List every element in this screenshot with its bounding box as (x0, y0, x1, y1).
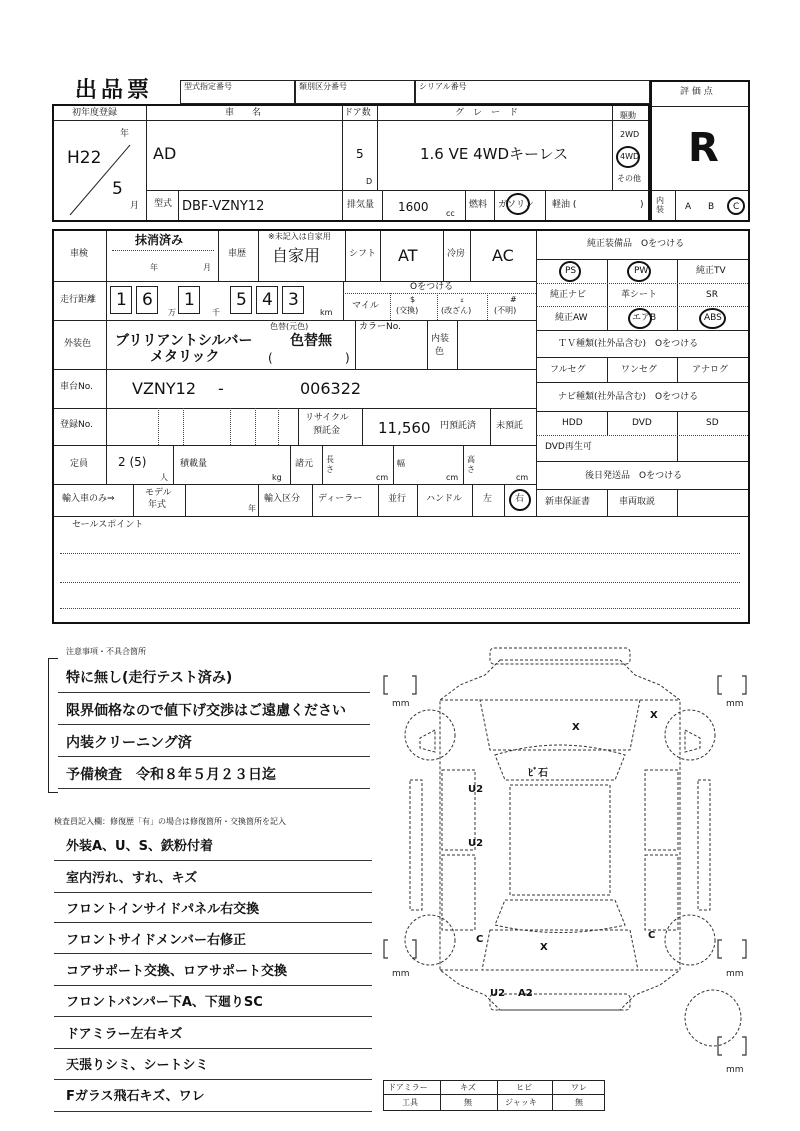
equip-airbag-circle (628, 308, 652, 329)
color-name-2: メタリック (150, 349, 220, 365)
color-change-value: 色替無 (290, 333, 332, 349)
carname-value: AD (153, 144, 177, 163)
equip-ps-circle (559, 261, 581, 282)
equip-airbag: エアB (632, 313, 657, 323)
color-paren-open: ( (268, 351, 273, 365)
import-class-label: 輸入区分 (264, 494, 301, 504)
inspector-line-8: 天張りシミ、シートシミ (66, 1058, 209, 1073)
spec-no-label: 型式指定番号 (184, 82, 232, 91)
history-note: ※未記入は自家用 (268, 232, 331, 241)
mileage-opt2-symbol: ｪ (460, 295, 464, 304)
fuel-label: 燃料 (469, 200, 488, 210)
height-label: 高さ (467, 455, 475, 474)
mileage-sen: 千 (212, 308, 220, 317)
disp-unit: cc (446, 209, 455, 218)
drive-4wd-circle (616, 146, 640, 168)
handle-right-circle (509, 489, 531, 511)
model-year-label-b: 年式 (148, 500, 167, 510)
chassis-prefix: VZNY12 (132, 379, 197, 398)
history-label: 車歴 (228, 249, 247, 259)
import-dealer: ディーラー (318, 494, 363, 504)
drive-other: その他 (617, 174, 641, 183)
equip-ps: PS (565, 266, 577, 276)
reg-era: H22 (67, 148, 102, 168)
doors-suffix: D (366, 177, 373, 186)
mileage-digit-2: 6 (142, 290, 153, 310)
fuel-diesel: 軽油 ( (552, 200, 577, 210)
fuel-close: ) (640, 200, 644, 210)
handle-label: ハンドル (426, 494, 463, 504)
disp-label: 排気量 (347, 200, 375, 210)
inspector-line-7: ドアミラー左右キズ (66, 1027, 183, 1042)
legend-v3: ジャッキ (505, 1098, 537, 1107)
equip-pw: PW (634, 266, 649, 276)
model-year-unit: 年 (248, 504, 256, 513)
fuel-gasoline: ガソリン (498, 200, 535, 210)
drive-4wd: 4WD (620, 152, 640, 161)
mark-hood-x: X (572, 722, 580, 733)
tv-analog: アナログ (692, 365, 729, 375)
inspection-value: 抹消済み (135, 233, 184, 247)
notes-title: 注意事項・不具合箇所 (66, 647, 146, 656)
mileage-digit-4: 5 (236, 290, 247, 310)
model-label: 型式 (154, 199, 173, 209)
recycle-unit: 円預託済 (440, 421, 477, 431)
load-kg: kg (272, 473, 282, 482)
inspector-line-9: Fガラス飛石キズ、ワレ (66, 1089, 205, 1104)
mm-label-rr: mm (726, 969, 744, 979)
serial-no-label: シリアル番号 (419, 82, 467, 91)
inspector-line-5: コアサポート交換、ロアサポート交換 (66, 964, 288, 979)
drive-label: 駆動 (620, 111, 636, 120)
mark-windshield: ﾋﾞ石 (528, 768, 548, 779)
fuel-gasoline-circle (506, 193, 530, 215)
notes-bracket (48, 658, 58, 793)
legend-v2: 無 (464, 1098, 472, 1107)
carname-label: 車 名 (225, 108, 262, 118)
mm-label-spare: mm (726, 1065, 744, 1075)
color-label: 外装色 (64, 339, 92, 349)
handle-right: 右 (515, 494, 525, 504)
mileage-note: Oをつける (410, 282, 454, 292)
note-line-3: 内装クリーニング済 (66, 735, 192, 751)
mark-tailgate-x: X (540, 942, 548, 953)
rating-value: R (688, 125, 719, 171)
ac-value: AC (492, 246, 514, 265)
after-title: 後日発送品 Oをつける (585, 471, 683, 481)
disp-value: 1600 (398, 200, 429, 214)
mileage-opt2-label: (改ざん) (441, 306, 472, 315)
doors-value: 5 (356, 147, 364, 161)
import-parallel: 並行 (388, 494, 407, 504)
year-unit: 年 (120, 129, 130, 139)
len-label: 長さ (326, 455, 334, 474)
model-value: DBF-VZNY12 (182, 199, 265, 214)
chassis-label: 車台No. (60, 382, 93, 392)
equip-navi: 純正ナビ (550, 290, 587, 300)
mileage-man: 万 (168, 308, 176, 317)
width-label: 幅 (397, 459, 405, 468)
capacity-value: 2 (5) (118, 455, 147, 469)
inspection-label: 車検 (70, 249, 89, 259)
int-color-label-b: 色 (435, 347, 445, 357)
interior-label-a: 内装 (656, 196, 664, 214)
reg-label: 初年度登録 (72, 108, 118, 118)
color-paren-close: ) (345, 351, 350, 365)
inspector-line-3: フロントインサイドパネル右交換 (66, 902, 260, 917)
capacity-unit: 人 (160, 473, 168, 482)
inspector-line-2: 室内汚れ、すれ、キズ (66, 871, 198, 886)
mark-door-u2-a: U2 (468, 784, 484, 795)
colorno-label: カラーNo. (359, 322, 401, 332)
mm-label-fr: mm (726, 699, 744, 709)
legend-v4: 無 (575, 1098, 583, 1107)
recycle-label-b: 預託金 (313, 426, 341, 436)
drive-2wd: 2WD (620, 130, 640, 139)
reg-month: 5 (112, 179, 123, 199)
month-unit: 月 (130, 201, 140, 211)
shift-label: シフト (349, 249, 377, 259)
ac-label: 冷房 (447, 249, 466, 259)
mileage-km: km (320, 308, 333, 317)
width-cm: cm (446, 473, 459, 482)
mileage-digit-3: 1 (184, 290, 195, 310)
legend-h3: ヒビ (516, 1083, 532, 1092)
rating-label: 評 価 点 (680, 87, 713, 97)
after-manual: 車両取説 (619, 497, 656, 507)
recycle-unpaid: 未預託 (496, 421, 524, 431)
color-name-1: ブリリアントシルバー (115, 333, 253, 349)
legend-v1: 工具 (402, 1098, 418, 1107)
interior-c: C (733, 202, 740, 212)
mark-rear-c-left: C (476, 934, 484, 945)
shift-value: AT (398, 246, 418, 265)
navi-sd: SD (706, 418, 719, 428)
mileage-opt3-label: (不明) (494, 306, 517, 315)
legend-h2: キズ (460, 1083, 476, 1092)
grade-label: グ レ ー ド (455, 108, 519, 118)
color-change-label: 色替(元色) (270, 322, 309, 331)
page-title: 出品票 (75, 78, 154, 103)
recycle-label-a: リサイクル (305, 413, 349, 423)
load-label: 積載量 (180, 459, 208, 469)
class-no-label: 類別区分番号 (299, 82, 347, 91)
len-cm: cm (376, 473, 389, 482)
inspection-year: 年 (150, 263, 158, 272)
doors-label: ドア数 (344, 108, 371, 118)
mileage-digit-1: 1 (116, 290, 127, 310)
interior-a: A (685, 202, 692, 212)
recycle-value: 11,560 (378, 419, 431, 437)
note-line-1: 特に無し(走行テスト済み) (66, 670, 233, 686)
capacity-label: 定員 (70, 459, 89, 469)
equip-pw-circle (627, 261, 651, 282)
equip-tv: 純正TV (696, 266, 726, 276)
height-cm: cm (516, 473, 529, 482)
note-line-2: 限界価格なので値下げ交渉はご遠慮ください (66, 703, 346, 719)
history-value: 自家用 (272, 246, 321, 265)
mileage-digit-5: 4 (262, 290, 273, 310)
mark-fender-x: X (650, 710, 658, 721)
after-warranty: 新車保証書 (545, 497, 591, 507)
tv-fullseg: フルセグ (550, 365, 586, 375)
tv-title: ＴＶ種類(社外品含む) Oをつける (558, 339, 699, 349)
import-label: 輸入車のみ⇒ (62, 494, 115, 504)
legend-h4: ワレ (571, 1083, 587, 1092)
model-year-label-a: モデル (145, 488, 172, 498)
mm-label-rl: mm (392, 969, 410, 979)
chassis-number: 006322 (300, 379, 362, 398)
handle-left: 左 (483, 494, 493, 504)
equip-leather: 革シート (621, 290, 658, 300)
car-damage-diagram (380, 640, 780, 1080)
equip-sr: SR (706, 290, 718, 300)
navi-title: ナビ種類(社外品含む) Oをつける (558, 392, 699, 402)
inspector-title: 検査員記入欄：修復歴「有」の場合は修復箇所・交換箇所を記入 (54, 817, 286, 826)
int-color-label-a: 内装 (431, 334, 450, 344)
interior-c-circle (727, 197, 745, 215)
inspector-line-1: 外装A、U、S、鉄粉付着 (66, 839, 213, 854)
mileage-digit-6: 3 (288, 290, 299, 310)
sales-point-label: セールスポイント (72, 520, 144, 530)
mileage-opt1-label: (交換) (396, 306, 419, 315)
equip-abs: ABS (704, 313, 722, 323)
chassis-dash: - (218, 379, 224, 398)
equip-abs-circle (699, 308, 726, 329)
navi-dvd: DVD (632, 418, 652, 428)
mark-bumper-a2: A2 (518, 988, 533, 999)
mark-rear-c-right: C (648, 930, 656, 941)
mm-label-fl: mm (392, 699, 410, 709)
mileage-label: 走行距離 (60, 295, 97, 305)
equipment-title: 純正装備品 Oをつける (587, 239, 685, 249)
tv-oneseg: ワンセグ (621, 365, 658, 375)
navi-hdd: HDD (562, 418, 583, 428)
inspection-month: 月 (203, 263, 211, 272)
legend-h1: ドアミラー (388, 1083, 428, 1092)
navi-dvd-play: DVD再生可 (545, 442, 592, 452)
date-slash (60, 140, 140, 220)
equip-aw: 純正AW (555, 313, 588, 323)
grade-value: 1.6 VE 4WDキーレス (420, 145, 569, 163)
mileage-opt1-symbol: $ (410, 295, 416, 304)
note-line-4: 予備検査 令和８年５月２３日迄 (66, 767, 276, 783)
inspector-line-6: フロントバンパー下A、下廻りSC (66, 995, 263, 1010)
inspector-line-4: フロントサイドメンバー右修正 (66, 933, 247, 948)
dims-label: 諸元 (295, 459, 314, 469)
mileage-opt3-symbol: # (510, 295, 517, 304)
mark-door-u2-b: U2 (468, 838, 484, 849)
mark-bumper-u2: U2 (490, 988, 506, 999)
interior-b: B (708, 202, 715, 212)
mileage-mile: マイル (352, 301, 379, 311)
regno-label: 登録No. (60, 420, 93, 430)
